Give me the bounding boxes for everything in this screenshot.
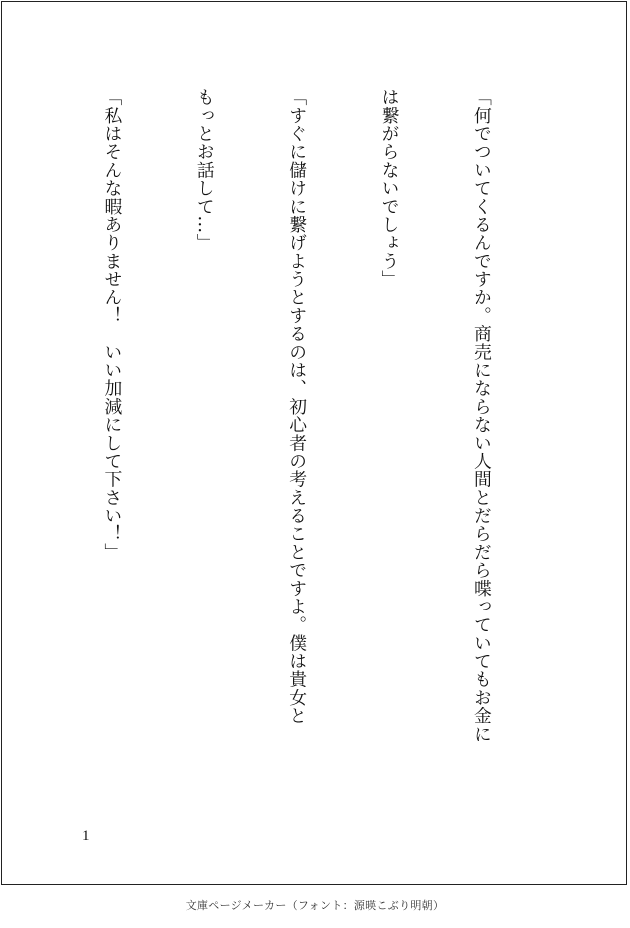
text-line: は繋がらないでしょう」 xyxy=(379,88,401,289)
page-number: 1 xyxy=(82,828,90,844)
blank-line xyxy=(4,88,35,828)
body-text xyxy=(0,88,558,828)
footer-credit: 文庫ページメーカー（フォント：源暎こぶり明朝） xyxy=(185,899,445,912)
page-frame xyxy=(1,1,627,885)
text-line: 「すぐに儲けに繋げようとするのは、初心者の考えることですよ。僕は貴女と xyxy=(286,88,308,725)
text-line: 「私はそんな暇ありません！ いい加減にして下さい！」 xyxy=(101,88,123,561)
text-line: もっとお話して…」 xyxy=(194,88,216,252)
text-line: 「何でついてくるんですか。商売にならない人間とだらだら喋っていてもお金に xyxy=(471,88,493,743)
